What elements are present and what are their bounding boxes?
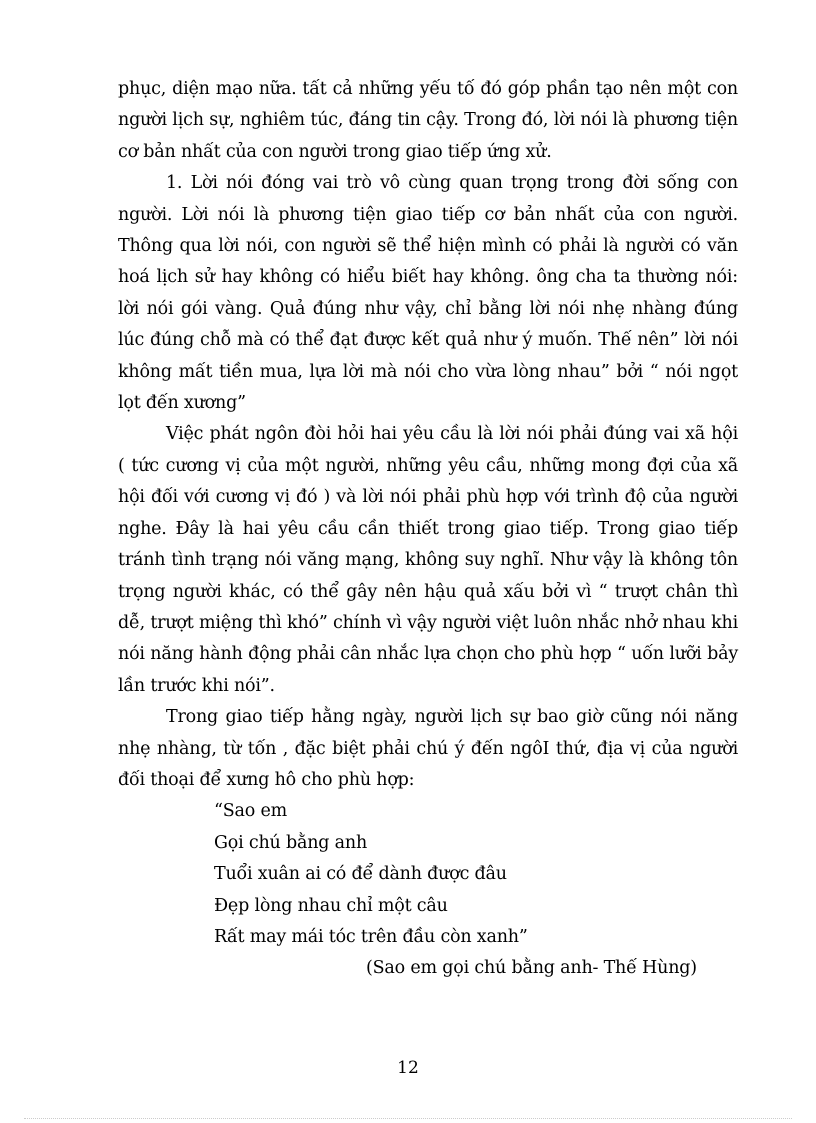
poem-line-5: Rất may mái tóc trên đầu còn xanh” bbox=[214, 926, 528, 947]
paragraph-3: Việc phát ngôn đòi hỏi hai yêu cầu là lời nói phải đúng vai xã hội ( tức cương vị của một người, những yêu cầu, những mong đợi của xã hội đối với cương vị đó ) và lời nói phải phù hợp với trình độ của người nghe. Đây là hai yêu cầu cần thiết trong giao tiếp. Trong giao tiếp tránh tình trạng nói văng mạng, không suy nghĩ. Như vậy là không tôn trọng người khác, có thể gây nên hậu quả xấu bởi vì “ trượt chân thì dễ, trượt miệng thì khó” chính vì vậy người việt luôn nhắc nhở nhau khi nói năng hành động phải cân nhắc lựa chọn cho phù hợp “ uốn lưỡi bảy lần trước khi nói”. bbox=[118, 424, 738, 696]
paragraph-2: 1. Lời nói đóng vai trò vô cùng quan trọng trong đời sống con người. Lời nói là phương tiện giao tiếp cơ bản nhất của con người. Thông qua lời nói, con người sẽ thể hiện mình có phải là người có văn hoá lịch sử hay không có hiểu biết hay không. ông cha ta thường nói: lời nói gói vàng. Quả đúng như vậy, chỉ bằng lời nói nhẹ nhàng đúng lúc đúng chỗ mà có thể đạt được kết quả như ý muốn. Thế nên” lời nói không mất tiền mua, lựa lời mà nói cho vừa lòng nhau” bởi “ nói ngọt lọt đến xương” bbox=[118, 173, 738, 414]
poem-block bbox=[214, 796, 738, 984]
poem-line-2: Gọi chú bằng anh bbox=[214, 832, 368, 853]
poem-line-4: Đẹp lòng nhau chỉ một câu bbox=[214, 895, 448, 916]
poem-line-1: “Sao em bbox=[214, 801, 288, 822]
body-text bbox=[118, 74, 738, 985]
page-number: 12 bbox=[397, 1058, 419, 1078]
footer-divider bbox=[24, 1118, 792, 1119]
paragraph-4: Trong giao tiếp hằng ngày, người lịch sự bao giờ cũng nói năng nhẹ nhàng, từ tốn , đặc biệt phải chú ý đến ngôI thứ, địa vị của người đối thoại để xưng hô cho phù hợp: bbox=[118, 707, 738, 790]
poem-line-3: Tuổi xuân ai có để dành được đâu bbox=[214, 864, 507, 885]
poem-attribution: (Sao em gọi chú bằng anh- Thế Hùng) bbox=[366, 958, 697, 979]
paragraph-1: phục, diện mạo nữa. tất cả những yếu tố đó góp phần tạo nên một con người lịch sự, nghiêm túc, đáng tin cậy. Trong đó, lời nói là phương tiện cơ bản nhất của con người trong giao tiếp ứng xử. bbox=[118, 79, 738, 162]
